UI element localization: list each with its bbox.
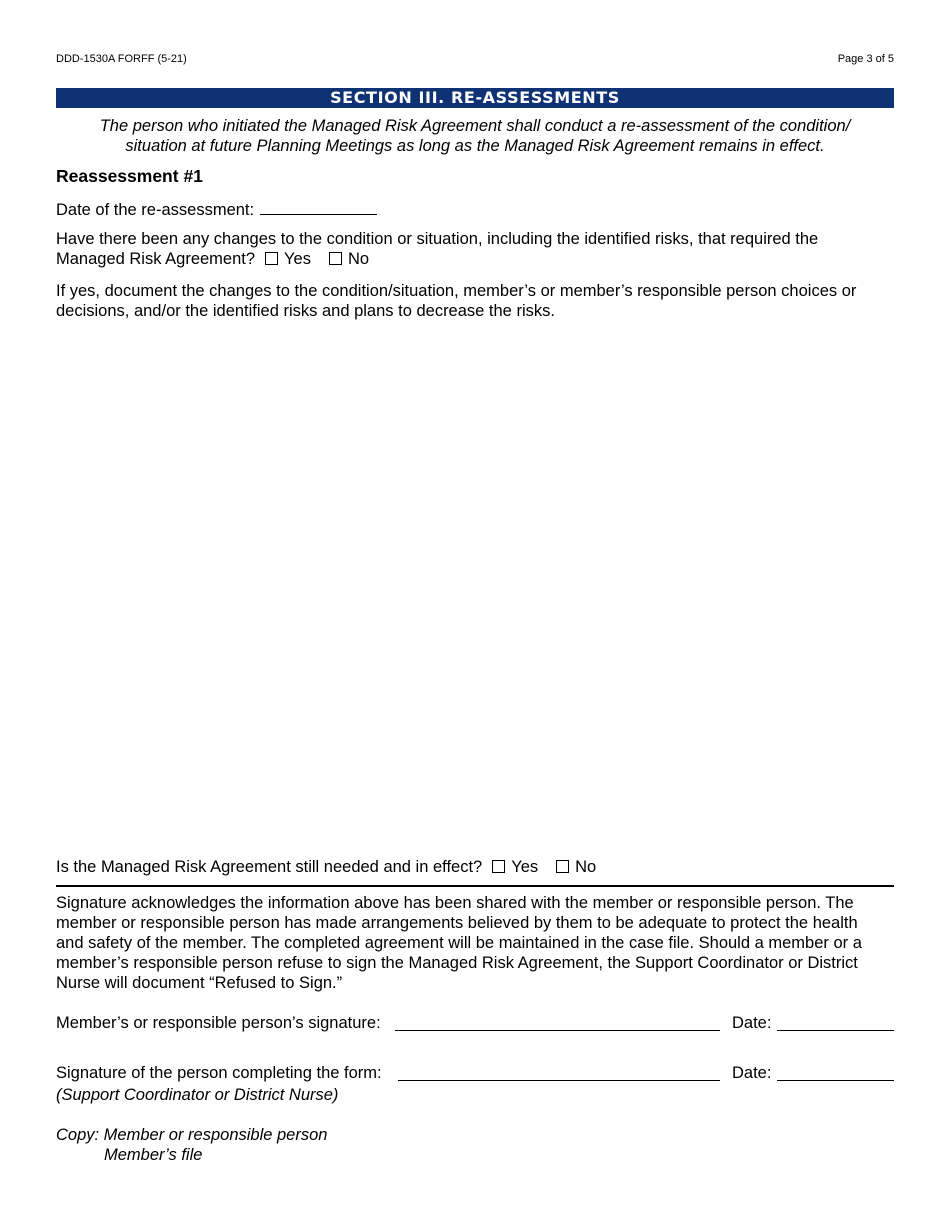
copy-line-1: Copy: Member or responsible person <box>56 1126 328 1144</box>
form-id: DDD-1530A FORFF (5-21) <box>56 53 187 65</box>
intro-line-1: The person who initiated the Managed Risk Agreement shall conduct a re-assessment of the condition/ <box>99 117 851 135</box>
changes-question <box>56 229 894 269</box>
still-needed-question: Is the Managed Risk Agreement still needed and in effect? <box>56 858 483 876</box>
completer-date-label: Date: <box>732 1064 772 1082</box>
member-signature-label: Member’s or responsible person’s signature: <box>56 1014 381 1032</box>
changes-no-label: No <box>347 250 370 268</box>
member-date-label: Date: <box>732 1014 772 1032</box>
section-title: SECTION III. RE-ASSESSMENTS <box>56 88 894 108</box>
still-needed-no-checkbox[interactable] <box>556 860 569 873</box>
acknowledgement-line-3: and safety of the member. The completed agreement will be maintained in the case file. Should a member or a <box>56 934 862 952</box>
reassessment-heading: Reassessment #1 <box>56 166 203 186</box>
member-signature-field[interactable] <box>395 1030 720 1031</box>
reassessment-date-field[interactable] <box>260 199 377 215</box>
changes-yes-label: Yes <box>284 250 311 268</box>
member-signature-row <box>56 1014 894 1034</box>
acknowledgement-paragraph <box>56 893 894 993</box>
changes-question-line-1: Have there been any changes to the condition or situation, including the identified risks, that required the <box>56 230 819 248</box>
completer-signature-label: Signature of the person completing the form: <box>56 1064 382 1082</box>
page-number: Page 3 of 5 <box>837 53 894 65</box>
reassessment-date-row <box>56 199 894 220</box>
completer-role-note: (Support Coordinator or District Nurse) <box>56 1086 339 1104</box>
divider-rule <box>56 885 894 887</box>
completer-signature-field[interactable] <box>398 1080 720 1081</box>
member-date-field[interactable] <box>777 1030 894 1031</box>
acknowledgement-line-5: Nurse will document “Refused to Sign.” <box>56 974 343 992</box>
still-needed-yes-label: Yes <box>511 858 539 876</box>
document-changes-instructions <box>56 281 894 321</box>
intro-line-2: situation at future Planning Meetings as long as the Managed Risk Agreement remains in effect. <box>125 137 825 155</box>
still-needed-yes-checkbox[interactable] <box>492 860 505 873</box>
changes-question-line-2-row <box>56 249 894 269</box>
document-changes-line-1: If yes, document the changes to the condition/situation, member’s or member’s responsible person choices or <box>56 282 857 300</box>
section-intro <box>56 116 894 156</box>
copy-line-2: Member’s file <box>104 1146 203 1164</box>
completer-signature-row <box>56 1064 894 1084</box>
still-needed-no-label: No <box>575 858 597 876</box>
acknowledgement-line-2: member or responsible person has made arrangements believed by them to be adequate to protect the health <box>56 914 858 932</box>
acknowledgement-line-4: member’s responsible person refuse to sign the Managed Risk Agreement, the Support Coordinator or District <box>56 954 858 972</box>
still-needed-row <box>56 857 894 877</box>
changes-no-checkbox[interactable] <box>329 252 342 265</box>
document-changes-line-2: decisions, and/or the identified risks and plans to decrease the risks. <box>56 302 555 320</box>
acknowledgement-line-1: Signature acknowledges the information above has been shared with the member or responsible person. The <box>56 894 854 912</box>
completer-date-field[interactable] <box>777 1080 894 1081</box>
form-page <box>56 0 894 1230</box>
copy-distribution <box>56 1125 327 1165</box>
changes-question-line-2: Managed Risk Agreement? <box>56 250 256 268</box>
changes-yes-checkbox[interactable] <box>265 252 278 265</box>
reassessment-date-label: Date of the re-assessment: <box>56 201 255 219</box>
